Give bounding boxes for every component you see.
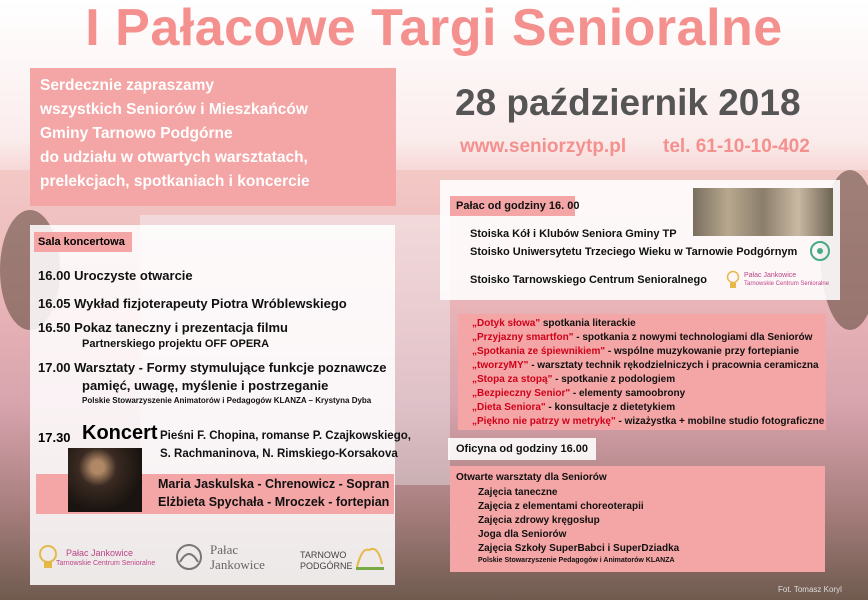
workshop-item: „Stopa za stopą" - spotkanie z podologiem xyxy=(472,374,676,385)
schedule-item: 16.05 Wykład fizjoterapeuty Piotra Wróblewskiego xyxy=(38,296,347,311)
performer: Elżbieta Spychała - Mroczek - fortepian xyxy=(158,495,390,509)
concert-time: 17.30 xyxy=(38,430,71,445)
palace-logo-icon xyxy=(172,542,206,572)
invitation-line: prelekcjach, spotkaniach i koncercie xyxy=(40,173,310,190)
stand-item: Stoisko Tarnowskiego Centrum Senioralnego xyxy=(470,274,707,286)
oficyna-item: Joga dla Seniorów xyxy=(478,529,567,540)
schedule-item-line2: pamięć, uwagę, myślenie i postrzeganie xyxy=(82,378,329,393)
oficyna-item: Zajęcia Szkoły SuperBabci i SuperDziadka xyxy=(478,543,680,554)
lightbulb-icon xyxy=(726,270,740,290)
crest-icon xyxy=(352,542,386,572)
oficyna-intro: Otwarte warsztaty dla Seniorów xyxy=(456,472,607,483)
schedule-subtitle: Polskie Stowarzyszenie Animatorów i Pedagogów KLANZA – Krystyna Dyba xyxy=(82,396,372,405)
stand-item: Stoisko Uniwersytetu Trzeciego Wieku w Tarnowie Podgórnym xyxy=(470,246,798,258)
concert-hall-label: Sala koncertowa xyxy=(34,232,132,252)
invitation-line: Gminy Tarnowo Podgórne xyxy=(40,125,233,142)
workshop-item: „Dieta Seniora" - konsultacje z dietetykiem xyxy=(472,402,676,413)
stand-item: Stoiska Kół i Klubów Seniora Gminy TP xyxy=(470,228,677,240)
invitation-line: do udziału w otwartych warsztatach, xyxy=(40,149,308,166)
phone-number: tel. 61-10-10-402 xyxy=(663,136,810,157)
schedule-item: 16.00 Uroczyste otwarcie xyxy=(38,268,193,283)
website-link[interactable]: www.seniorzytp.pl xyxy=(460,136,627,157)
performer: Maria Jaskulska - Chrenowicz - Sopran xyxy=(158,477,390,491)
logo-text: TARNOWO xyxy=(300,550,347,560)
invitation-line: Serdecznie zapraszamy xyxy=(40,77,215,94)
schedule-item: 16.50 Pokaz taneczny i prezentacja filmu xyxy=(38,320,288,335)
oficyna-item: Zajęcia taneczne xyxy=(478,487,558,498)
workshop-item: „tworzyMY" - warsztaty technik rękodzielniczych i pracownia ceramiczna xyxy=(472,360,819,371)
event-date: 28 październik 2018 xyxy=(455,82,801,123)
concert-program: Pieśni F. Chopina, romanse P. Czajkowskiego, xyxy=(160,430,411,442)
logo-text: Pałac Jankowice xyxy=(66,548,134,558)
invitation-line: wszystkich Seniorów i Mieszkańców xyxy=(40,101,308,118)
oficyna-header: Oficyna od godziny 16.00 xyxy=(456,443,589,455)
logo-text: Tarnowskie Centrum Senioralne xyxy=(56,560,156,567)
oficyna-note: Polskie Stowarzyszenie Pedagogów i Animatorów KLANZA xyxy=(478,557,675,564)
schedule-item: 17.00 Warsztaty - Formy stymulujące funkcje poznawcze xyxy=(38,360,387,375)
logo-text: Jankowice xyxy=(210,557,265,572)
utw-logo-icon xyxy=(809,240,831,262)
schedule-subtitle: Partnerskiego projektu OFF OPERA xyxy=(82,338,270,350)
invitation-box xyxy=(30,68,396,206)
workshop-item: „Dotyk słowa" spotkania literackie xyxy=(472,318,636,329)
workshop-item: „Przyjazny smartfon" - spotkania z nowymi technologiami dla Seniorów xyxy=(472,332,813,343)
lightbulb-icon xyxy=(38,544,58,570)
logo-text: Pałac Jankowice xyxy=(744,272,797,279)
logos-bar xyxy=(30,530,395,582)
workshop-item: „Piękno nie patrzy w metrykę" - wizażystka + mobilne studio fotograficzne xyxy=(472,416,825,427)
logo-text: Pałac xyxy=(210,542,239,557)
photo-credit: Fot. Tomasz Koryl xyxy=(778,585,842,594)
workshop-item: „Spotkania ze śpiewnikiem" - wspólne muzykowanie przy fortepianie xyxy=(472,346,800,357)
oficyna-item: Zajęcia z elementami choreoterapii xyxy=(478,501,644,512)
logo-text: PODGÓRNE xyxy=(300,561,353,571)
oficyna-item: Zajęcia zdrowy kręgosłup xyxy=(478,515,600,526)
palace-header: Pałac od godziny 16. 00 xyxy=(456,200,580,212)
logo-text: Tarnowskie Centrum Senioralne xyxy=(744,281,830,287)
page-title: I Pałacowe Targi Senioralne xyxy=(85,0,783,57)
concert-title: Koncert xyxy=(82,422,158,444)
workshop-item: „Bezpieczny Senior" - elementy samoobrony xyxy=(472,388,686,399)
seniors-group-photo xyxy=(693,188,833,236)
performers-photo xyxy=(68,448,142,512)
concert-program: S. Rachmaninova, N. Rimskiego-Korsakova xyxy=(160,448,398,460)
